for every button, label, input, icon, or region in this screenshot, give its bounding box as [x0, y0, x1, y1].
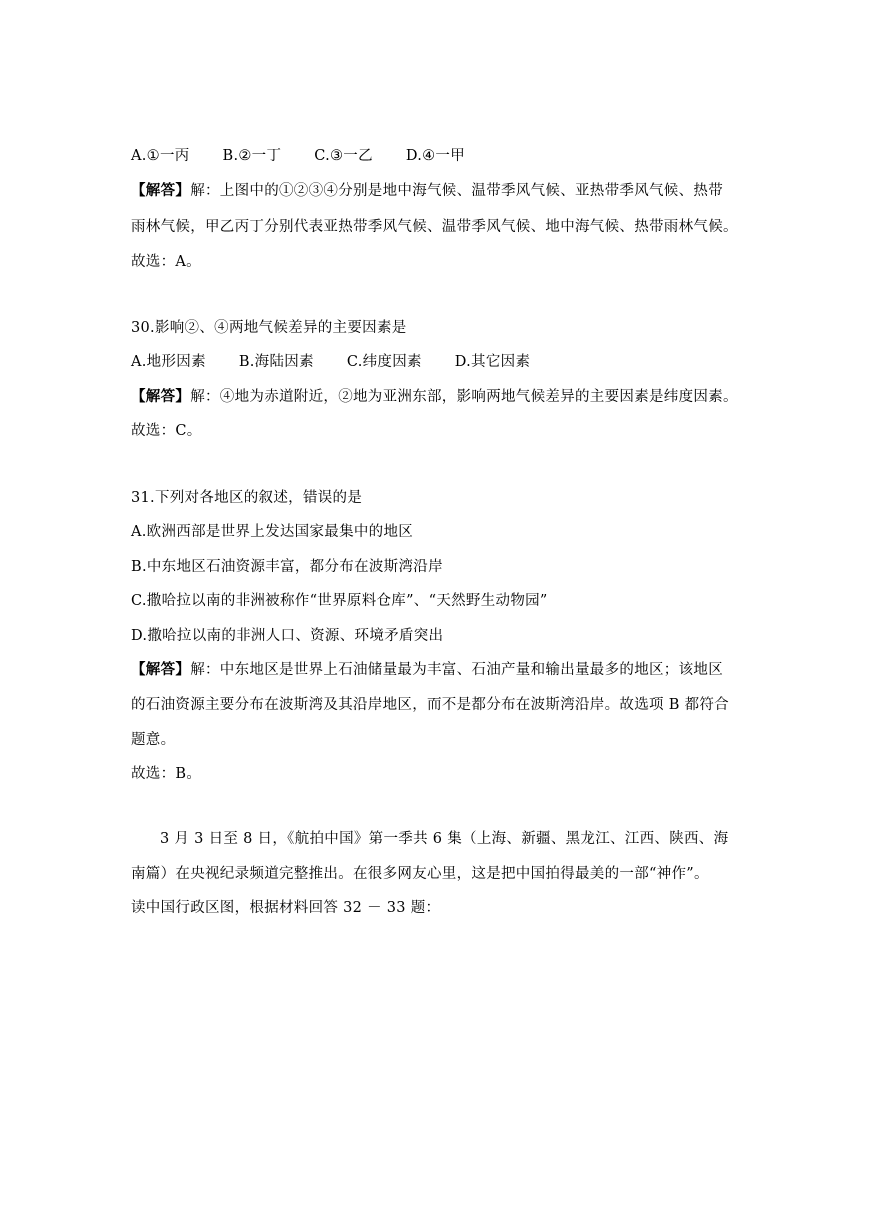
q31-stem: 31.下列对各地区的叙述，错误的是 [131, 490, 363, 506]
q31-answer [131, 660, 723, 680]
answer-tag: 【解答】 [131, 388, 191, 405]
q30-option-c: C.纬度因素 [346, 354, 422, 370]
q29-option-a: A.①一丙 [131, 148, 190, 164]
q31-choice: 故选：B。 [131, 766, 202, 782]
passage-line2: 南篇）在央视纪录频道完整推出。在很多网友心里，这是把中国拍得最美的一部“神作”。 [131, 866, 709, 882]
q29-answer-line2: 雨林气候，甲乙丙丁分别代表亚热带季风气候、温带季风气候、地中海气候、热带雨林气候。 [131, 219, 738, 235]
q31-answer-line1: 解：中东地区是世界上石油储量最为丰富、石油产量和输出量最多的地区；该地区 [190, 662, 723, 678]
q31-answer-line3: 题意。 [131, 732, 176, 748]
q30-option-a: A.地形因素 [131, 354, 206, 370]
passage-line3: 读中国行政区图，根据材料回答 32 － 33 题： [131, 900, 441, 916]
q29-option-d: D.④一甲 [405, 148, 466, 164]
q29-option-b: B.②一丁 [222, 148, 282, 164]
q30-option-d: D.其它因素 [454, 354, 531, 370]
q30-answer-line1: 解：④地为赤道附近，②地为亚洲东部，影响两地气候差异的主要因素是纬度因素。 [190, 389, 738, 405]
q29-options [131, 146, 465, 166]
q29-choice: 故选：A。 [131, 254, 201, 270]
q30-choice: 故选：C。 [131, 423, 202, 439]
q30-option-b: B.海陆因素 [238, 354, 314, 370]
passage-line1: 3 月 3 日至 8 日，《航拍中国》第一季共 6 集（上海、新疆、黑龙江、江西、陕西、海 [160, 831, 729, 847]
q29-option-c: C.③一乙 [314, 148, 373, 164]
q31-option-c: C.撒哈拉以南的非洲被称作“世界原料仓库”、“天然野生动物园” [131, 593, 548, 609]
q30-stem: 30.影响②、④两地气候差异的主要因素是 [131, 320, 407, 336]
q31-option-d: D.撒哈拉以南的非洲人口、资源、环境矛盾突出 [131, 628, 444, 644]
answer-tag: 【解答】 [131, 182, 191, 199]
q31-option-a: A.欧洲西部是世界上发达国家最集中的地区 [131, 524, 414, 540]
q29-answer [131, 181, 723, 201]
q31-answer-line2: 的石油资源主要分布在波斯湾及其沿岸地区，而不是都分布在波斯湾沿岸。故选项 B 都符合 [131, 697, 729, 713]
q29-answer-line1: 解：上图中的①②③④分别是地中海气候、温带季风气候、亚热带季风气候、热带 [190, 183, 723, 199]
q30-answer [131, 387, 738, 407]
q30-options [131, 352, 530, 372]
answer-tag: 【解答】 [131, 661, 191, 678]
q31-option-b: B.中东地区石油资源丰富，都分布在波斯湾沿岸 [131, 559, 443, 575]
